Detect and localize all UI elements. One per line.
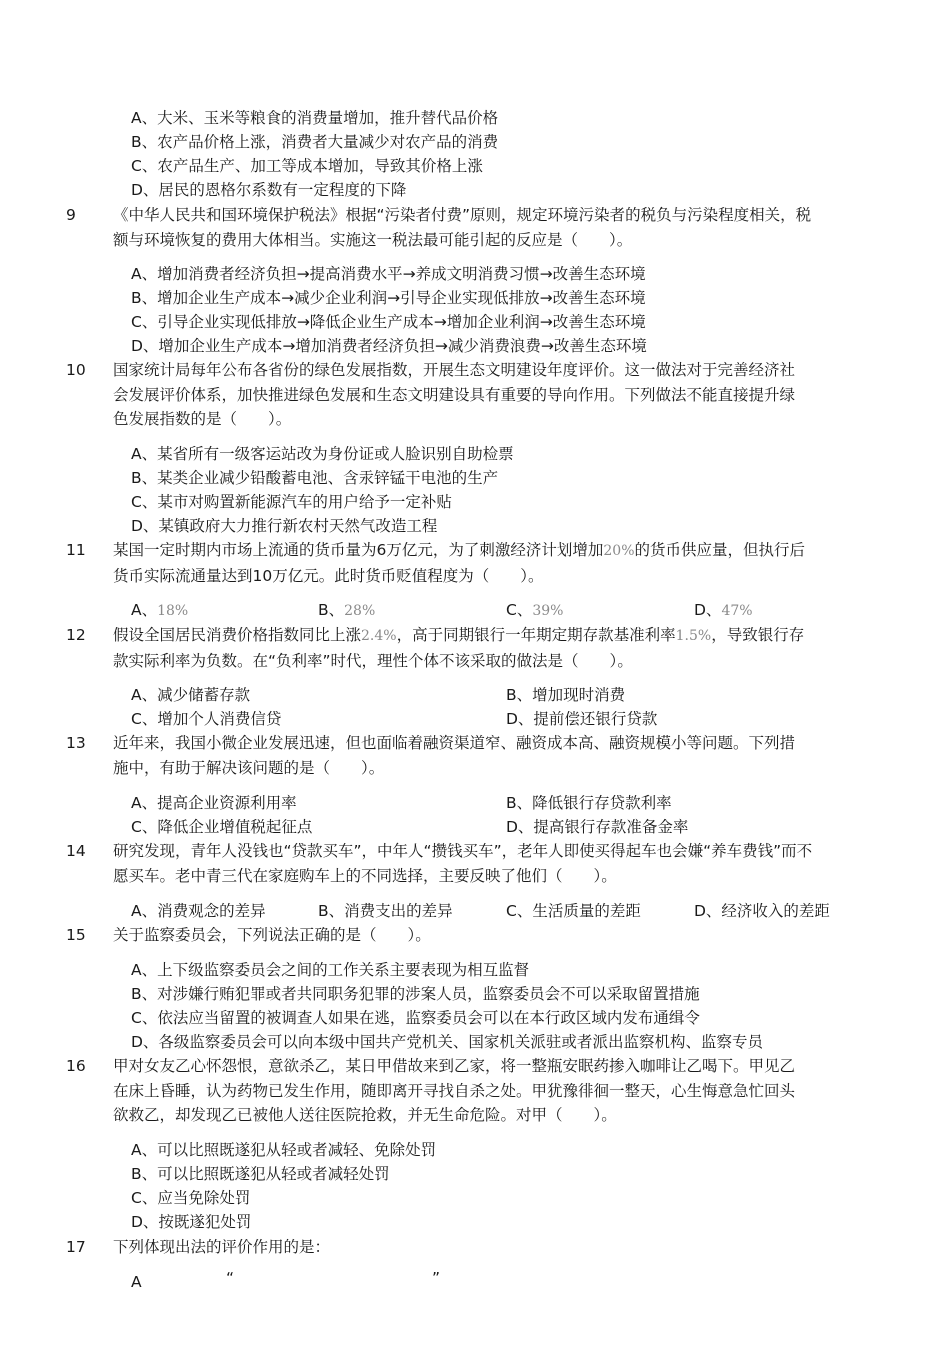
question-14-option-c: C、生活质量的差距 — [506, 902, 641, 920]
question-10-stem — [113, 358, 863, 432]
question-15-number: 15 — [66, 926, 86, 944]
percent-value: 20% — [603, 543, 635, 559]
question-13-line: 近年来，我国小微企业发展迅速，但也面临着融资渠道窄、融资成本高、融资规模小等问题。下列措 — [113, 734, 796, 752]
question-10-line: 色发展指数的是（ ）。 — [113, 410, 292, 428]
question-10-line: 国家统计局每年公布各省份的绿色发展指数，开展生态文明建设年度评价。这一做法对于完善经济社 — [113, 361, 796, 379]
question-12-option-a: A、减少储蓄存款 — [131, 686, 251, 704]
question-16-number: 16 — [66, 1057, 86, 1075]
question-9-line: 额与环境恢复的费用大体相当。实施这一税法最可能引起的反应是（ ）。 — [113, 230, 633, 249]
question-16-line: 在床上昏睡，认为药物已发生作用，随即离开寻找自杀之处。甲犹豫徘徊一整天，心生悔意急忙回头 — [113, 1081, 796, 1100]
question-11-option-c: C、39% — [506, 601, 564, 619]
question-17-option-a-label: A — [131, 1273, 142, 1291]
question-11-stem — [113, 538, 863, 588]
question-13-stem — [113, 731, 863, 780]
question-15-option-d: D、各级监察委员会可以向本级中国共产党机关、国家机关派驻或者派出监察机构、监察专员 — [131, 1033, 763, 1051]
question-10-option-c: C、某市对购置新能源汽车的用户给予一定补贴 — [131, 493, 452, 511]
question-12-option-b: B、增加现时消费 — [506, 686, 626, 704]
question-11-number: 11 — [66, 541, 86, 559]
question-14-option-a: A、消费观念的差异 — [131, 902, 266, 920]
prev-option-a: A、大米、玉米等粮食的消费量增加，推升替代品价格 — [131, 109, 499, 127]
question-16-option-d: D、按既遂犯处罚 — [131, 1213, 252, 1231]
question-11-option-a: A、18% — [131, 601, 189, 619]
question-10-option-b: B、某类企业减少铅酸蓄电池、含汞锌锰干电池的生产 — [131, 469, 499, 487]
question-14-option-d: D、经济收入的差距 — [694, 902, 830, 920]
question-12-line: 款实际利率为负数。在“负利率”时代，理性个体不该采取的做法是（ ）。 — [113, 651, 633, 670]
question-13-option-a: A、提高企业资源利用率 — [131, 794, 297, 812]
question-11-line: 某国一定时期内市场上流通的货币量为6万亿元，为了刺激经济计划增加20%的货币供应量，但执行后 — [113, 541, 806, 559]
question-12-option-d: D、提前偿还银行贷款 — [506, 710, 658, 728]
question-9-option-d: D、增加企业生产成本→增加消费者经济负担→减少消费浪费→改善生态环境 — [131, 337, 647, 355]
question-12-line: 假设全国居民消费价格指数同比上涨2.4%，高于同期银行一年期定期存款基准利率1.5%，导致银行存 — [113, 626, 805, 644]
question-14-line: 愿买车。老中青三代在家庭购车上的不同选择，主要反映了他们（ ）。 — [113, 866, 617, 885]
question-11-option-b: B、28% — [318, 601, 376, 619]
question-14-option-b: B、消费支出的差异 — [318, 902, 453, 920]
question-12-stem — [113, 623, 863, 673]
question-9-option-b: B、增加企业生产成本→减少企业利润→引导企业实现低排放→改善生态环境 — [131, 289, 646, 307]
question-17-stem — [113, 1235, 863, 1260]
question-15-option-c: C、依法应当留置的被调查人如果在逃，监察委员会可以在本行政区域内发布通缉令 — [131, 1009, 700, 1027]
question-17-line: 下列体现出法的评价作用的是： — [113, 1238, 331, 1256]
question-13-option-c: C、降低企业增值税起征点 — [131, 818, 313, 836]
question-16-option-b: B、可以比照既遂犯从轻或者减轻处罚 — [131, 1165, 390, 1183]
question-12-option-c: C、增加个人消费信贷 — [131, 710, 282, 728]
question-15-stem — [113, 923, 863, 948]
question-14-line: 研究发现，青年人没钱也“贷款买车”，中年人“攒钱买车”，老年人即使买得起车也会嫌“养车费钱”而不 — [113, 842, 813, 860]
question-9-line: 《中华人民共和国环境保护税法》根据“污染者付费”原则，规定环境污染者的税负与污染程度相关，税 — [113, 206, 812, 224]
question-13-option-b: B、降低银行存贷款利率 — [506, 794, 672, 812]
question-10-option-a: A、某省所有一级客运站改为身份证或人脸识别自助检票 — [131, 445, 514, 463]
question-10-option-d: D、某镇政府大力推行新农村天然气改造工程 — [131, 517, 438, 535]
question-16-stem — [113, 1054, 863, 1128]
question-16-option-c: C、应当免除处罚 — [131, 1189, 251, 1207]
question-11-option-d: D、47% — [694, 601, 753, 619]
percent-value: 2.4% — [361, 628, 397, 644]
prev-option-d: D、居民的恩格尔系数有一定程度的下降 — [131, 181, 407, 199]
question-16-line: 甲对女友乙心怀怨恨，意欲杀乙，某日甲借故来到乙家，将一整瓶安眠药掺入咖啡让乙喝下。甲见乙 — [113, 1057, 796, 1075]
question-14-number: 14 — [66, 842, 86, 860]
question-13-option-d: D、提高银行存款准备金率 — [506, 818, 689, 836]
percent-value: 1.5% — [675, 628, 712, 644]
question-9-stem — [113, 203, 863, 252]
quote-close: ” — [432, 1269, 441, 1287]
question-15-option-b: B、对涉嫌行贿犯罪或者共同职务犯罪的涉案人员，监察委员会不可以采取留置措施 — [131, 985, 700, 1003]
question-12-number: 12 — [66, 626, 86, 644]
question-9-number: 9 — [66, 206, 76, 224]
question-10-number: 10 — [66, 361, 86, 379]
question-14-stem — [113, 839, 863, 888]
prev-option-b: B、农产品价格上涨，消费者大量减少对农产品的消费 — [131, 133, 499, 151]
quote-open: “ — [226, 1269, 235, 1287]
question-15-option-a: A、上下级监察委员会之间的工作关系主要表现为相互监督 — [131, 961, 530, 979]
question-9-option-a: A、增加消费者经济负担→提高消费水平→养成文明消费习惯→改善生态环境 — [131, 265, 646, 283]
question-17-number: 17 — [66, 1238, 86, 1256]
prev-option-c: C、农产品生产、加工等成本增加，导致其价格上涨 — [131, 157, 483, 175]
question-16-line: 欲救乙，却发现乙已被他人送往医院抢救，并无生命危险。对甲（ ）。 — [113, 1106, 617, 1124]
question-16-option-a: A、可以比照既遂犯从轻或者减轻、免除处罚 — [131, 1141, 437, 1159]
question-9-option-c: C、引导企业实现低排放→降低企业生产成本→增加企业利润→改善生态环境 — [131, 313, 646, 331]
question-11-line: 货币实际流通量达到10万亿元。此时货币贬值程度为（ ）。 — [113, 566, 544, 585]
question-13-line: 施中，有助于解决该问题的是（ ）。 — [113, 758, 385, 777]
question-13-number: 13 — [66, 734, 86, 752]
question-10-line: 会发展评价体系，加快推进绿色发展和生态文明建设具有重要的导向作用。下列做法不能直接提升绿 — [113, 385, 796, 404]
question-15-line: 关于监察委员会，下列说法正确的是（ ）。 — [113, 926, 431, 944]
